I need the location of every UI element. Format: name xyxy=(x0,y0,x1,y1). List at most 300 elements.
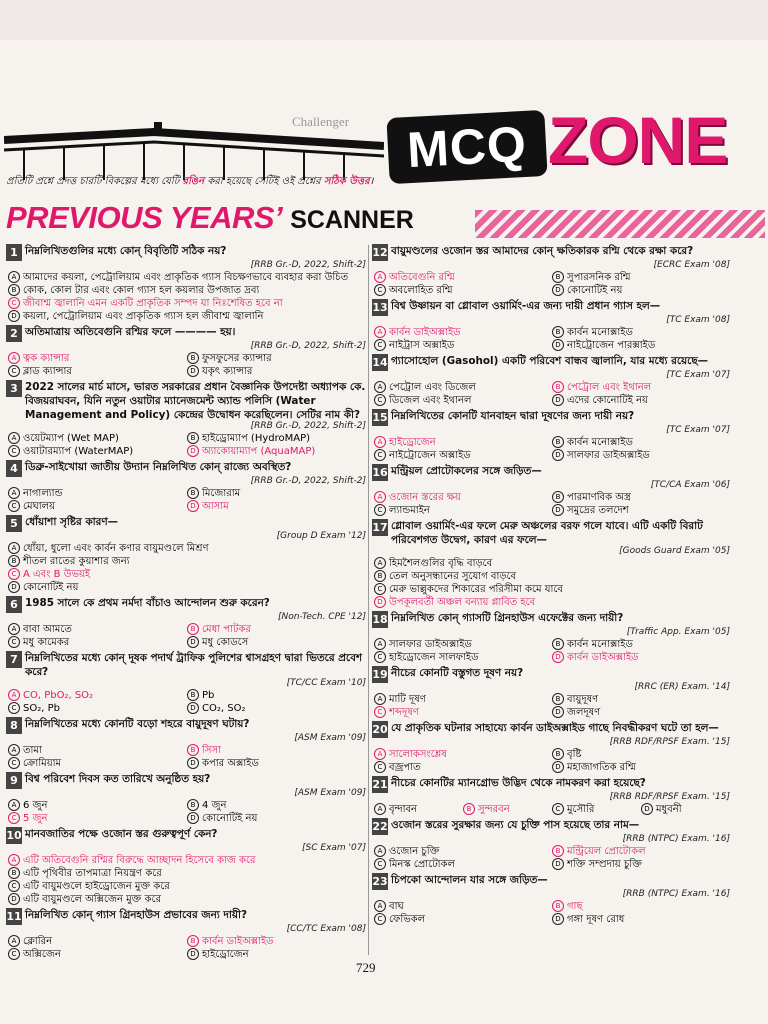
question-text: গ্লোবাল ওয়ার্মিং-এর ফলে মেরু অঞ্চলের বরফ গলে যাবে। এটি একটি বিরাট পরিবেশগত উদ্বেগ, কারণ এর ফলে— xyxy=(391,520,703,546)
option xyxy=(8,867,366,880)
correct-option xyxy=(552,900,730,913)
option-text: নাইট্রোজেন পারক্সাইড xyxy=(567,340,656,351)
option-letter: A xyxy=(8,689,20,701)
correct-option xyxy=(187,445,366,458)
correct-option xyxy=(374,491,552,504)
option-letter: D xyxy=(187,500,199,512)
option-letter: C xyxy=(8,948,20,960)
option-text: CO₂, SO₂ xyxy=(202,703,246,714)
option-text: ক্লোরিন xyxy=(23,936,53,947)
option-letter: A xyxy=(374,326,386,338)
option xyxy=(8,445,187,458)
option xyxy=(641,803,730,816)
question-text: চিপকো আন্দোলন যার সঙ্গে জড়িত— xyxy=(391,874,548,886)
option xyxy=(552,491,730,504)
question-number: 2 xyxy=(6,325,22,342)
option-letter: A xyxy=(374,381,386,393)
option-letter: A xyxy=(8,799,20,811)
options xyxy=(372,326,730,352)
option-letter: A xyxy=(8,935,20,947)
option xyxy=(552,913,730,926)
options xyxy=(372,900,730,926)
option-text: ওজোন স্তরের ক্ষয় xyxy=(389,492,461,503)
option xyxy=(374,858,552,871)
option-text: অক্সিজেন xyxy=(23,949,61,960)
correct-option xyxy=(8,812,187,825)
option xyxy=(374,449,552,462)
exam-source: [ASM Exam '09] xyxy=(294,733,366,743)
option xyxy=(552,858,730,871)
option xyxy=(374,900,552,913)
zone-logo: ZONE xyxy=(548,103,728,177)
option-letter: A xyxy=(8,542,20,554)
option xyxy=(8,555,366,568)
question-number: 13 xyxy=(372,301,388,314)
option-text: কোনোটিই নয় xyxy=(567,285,623,296)
option-text: অবলোহিত রশ্মি xyxy=(389,285,453,296)
options xyxy=(6,799,366,825)
question-number: 10 xyxy=(6,829,22,842)
question-number: 21 xyxy=(372,778,388,791)
option-letter: D xyxy=(552,858,564,870)
option-letter: A xyxy=(8,487,20,499)
option-letter: C xyxy=(374,706,386,718)
question-text: গ্যাসোহোল (Gasohol) একটি পরিবেশ বান্ধব জ্বালানি, যার মধ্যে রয়েছে— xyxy=(391,355,709,367)
option xyxy=(8,487,187,500)
option xyxy=(8,310,366,323)
option xyxy=(374,651,552,664)
exam-source: [TC/CC Exam '10] xyxy=(286,678,366,688)
correct-option xyxy=(187,623,366,636)
option-text: ল্যান্ডমাইন xyxy=(389,505,430,516)
option-text: কার্বন ডাইঅক্সাইড xyxy=(389,327,461,338)
option-letter: D xyxy=(8,310,20,322)
option-text: কার্বন মনোক্সাইড xyxy=(567,327,633,338)
question-10 xyxy=(6,827,366,906)
option-letter: B xyxy=(463,803,475,815)
option-text: বজ্রপাত xyxy=(389,762,421,773)
option-letter: C xyxy=(552,803,564,815)
option-text: সালফার ডাইঅক্সাইড xyxy=(567,450,650,461)
question-text: যে প্রাকৃতিক ঘটনার সাহায্যে কার্বন ডাইঅক্সাইড গাছে নিবদ্ধীকরণ ঘটে তা হল— xyxy=(391,722,719,734)
option xyxy=(552,339,730,352)
option xyxy=(552,326,730,339)
option-text: জীবাশ্ম জ্বালানি এমন একটি প্রাকৃতিক সম্পদ যা নিঃশেষিত হবে না xyxy=(23,298,283,309)
exam-source: [TC Exam '07] xyxy=(666,370,730,380)
option-letter: C xyxy=(374,858,386,870)
option xyxy=(552,706,730,719)
option-letter: B xyxy=(187,935,199,947)
option-text: এটি অতিবেগুনি রশ্মির বিরুদ্ধে আচ্ছাদন হিসেবে কাজ করে xyxy=(23,855,256,866)
option-letter: D xyxy=(8,581,20,593)
option xyxy=(8,799,187,812)
option-text: হাইড্রোজেন xyxy=(389,437,436,448)
option-text: বাবা আমতে xyxy=(23,624,72,635)
option-letter: A xyxy=(374,491,386,503)
option-letter: C xyxy=(8,568,20,580)
question-text: অতিমাত্রায় অতিবেগুনি রশ্মির ফলে ———— হয়। xyxy=(25,326,236,338)
question-text: 2022 সালের মার্চ মাসে, ভারত সরকারের প্রধান বৈজ্ঞানিক উপদেষ্টা অধ্যাপক কে. বিজয়রাঘবন, যিনি নতুন ওয়াটার ম্যানেজমেন্ট অ্যান্ড পলিসি (Water Management and Policy) কেন্দ্রের উদ্বোধন করেছিলেন। সেটির নাম কী? xyxy=(25,381,366,421)
option xyxy=(8,880,366,893)
question-6 xyxy=(6,596,366,649)
option-letter: C xyxy=(374,449,386,461)
page-number: 729 xyxy=(356,960,376,975)
right-column xyxy=(372,244,730,928)
question-16 xyxy=(372,464,730,517)
correct-option xyxy=(374,271,552,284)
option-letter: C xyxy=(8,880,20,892)
option-text: জলদূষণ xyxy=(567,707,601,718)
exam-source: [Group D Exam '12] xyxy=(276,531,366,541)
option xyxy=(187,702,366,715)
option-letter: B xyxy=(187,623,199,635)
options xyxy=(372,381,730,407)
exam-source: [CC/TC Exam '08] xyxy=(286,924,366,934)
option-letter: B xyxy=(187,487,199,499)
option-letter: D xyxy=(552,651,564,663)
option-letter: D xyxy=(552,284,564,296)
option-text: এটি বায়ুমণ্ডলে হাইড্রোজেন মুক্ত করে xyxy=(23,881,170,892)
option xyxy=(8,365,187,378)
option-text: উপকূলবর্তী অঞ্চল বন্যায় প্লাবিত হবে xyxy=(389,597,536,608)
option-text: মেধা পাটকর xyxy=(202,624,251,635)
question-number: 23 xyxy=(372,875,388,888)
option xyxy=(552,394,730,407)
correct-option xyxy=(8,352,187,365)
option-letter: C xyxy=(374,339,386,351)
option-text: মধু কোডসে xyxy=(202,637,249,648)
options xyxy=(6,487,366,513)
question-17 xyxy=(372,519,730,609)
exam-source: [RRB (NTPC) Exam. '16] xyxy=(622,889,730,899)
challenger-watermark: Challenger xyxy=(292,114,350,129)
option-text: মেরু ভাল্লুকদের শিকারের পরিসীমা কমে যাবে xyxy=(389,584,563,595)
question-number: 17 xyxy=(372,521,388,534)
option-text: মাটি দূষণ xyxy=(389,694,426,705)
option-text: ডিজেল এবং ইথানল xyxy=(389,395,472,406)
option xyxy=(8,581,366,594)
stripe-decoration xyxy=(475,210,765,238)
option-text: আমাদের কয়লা, পেট্রোলিয়াম এবং প্রাকৃতিক গ্যাস বিচক্ষণভাবে ব্যবহার করা উচিত xyxy=(23,272,349,283)
option-letter: D xyxy=(552,394,564,406)
options xyxy=(372,803,730,816)
option-text: কপার অক্সাইড xyxy=(202,758,259,769)
question-19 xyxy=(372,666,730,719)
exam-source: [TC Exam '07] xyxy=(666,425,730,435)
option-letter: B xyxy=(552,748,564,760)
option-text: বৃন্দাবন xyxy=(389,804,418,815)
option xyxy=(8,935,187,948)
question-number: 22 xyxy=(372,820,388,833)
correct-option xyxy=(8,854,366,867)
option-letter: D xyxy=(187,948,199,960)
option-letter: A xyxy=(374,845,386,857)
option-text: শব্দদূষণ xyxy=(389,707,419,718)
option-letter: C xyxy=(374,284,386,296)
option-text: সুপারসনিক রশ্মি xyxy=(567,272,631,283)
option xyxy=(374,570,730,583)
correct-option xyxy=(8,568,366,581)
question-text: ধোঁয়াশা সৃষ্টির কারণ— xyxy=(25,516,119,528)
option-text: শক্তি সম্প্রদায় চুক্তি xyxy=(567,859,642,870)
option-letter: A xyxy=(374,436,386,448)
question-text: নীচের কোনটির ম্যানগ্রোভ উদ্ভিদ থেকে নামকরণ করা হয়েছে? xyxy=(391,777,646,789)
question-11 xyxy=(6,908,366,961)
options xyxy=(6,854,366,906)
option xyxy=(8,948,187,961)
option-letter: B xyxy=(8,284,20,296)
option-text: কার্বন ডাইঅক্সাইড xyxy=(202,936,274,947)
options xyxy=(372,638,730,664)
option-text: নাইট্রোজেন অক্সাইড xyxy=(389,450,471,461)
question-text: নিম্নলিখিতগুলির মধ্যে কোন্‌ বিবৃতিটি সঠিক নয়? xyxy=(25,245,227,257)
option-text: কার্বন মনোক্সাইড xyxy=(567,639,633,650)
exam-source: [SC Exam '07] xyxy=(302,843,366,853)
option xyxy=(374,761,552,774)
options xyxy=(372,491,730,517)
option xyxy=(187,352,366,365)
option-text: 5 জুন xyxy=(23,813,48,824)
exam-source: [TC Exam '08] xyxy=(666,315,730,325)
option xyxy=(8,702,187,715)
option-letter: A xyxy=(8,432,20,444)
exam-source: [RRB (NTPC) Exam. '16] xyxy=(622,834,730,844)
option-letter: B xyxy=(552,271,564,283)
exam-source: [Goods Guard Exam '05] xyxy=(619,546,730,556)
option-text: সুন্দরবন xyxy=(478,804,510,815)
question-number: 19 xyxy=(372,668,388,681)
option-text: হাইড্রোজেন সালফাইড xyxy=(389,652,479,663)
option xyxy=(374,693,552,706)
question-number: 18 xyxy=(372,613,388,626)
options xyxy=(372,557,730,609)
option-letter: B xyxy=(552,693,564,705)
option-text: কোনোটিই নয় xyxy=(202,813,258,824)
question-text: নিম্নলিখিত কোন্‌ গ্যাস গ্রিনহাউস প্রভাবের জন্য দায়ী? xyxy=(25,909,248,921)
option-letter: B xyxy=(187,352,199,364)
option xyxy=(8,893,366,906)
left-column xyxy=(6,244,366,963)
correct-option xyxy=(374,748,552,761)
option xyxy=(187,365,366,378)
exam-source: [RRB Gr.-D, 2022, Shift-2] xyxy=(250,341,366,351)
option-letter: A xyxy=(8,744,20,756)
option xyxy=(374,394,552,407)
correct-option xyxy=(8,297,366,310)
correct-option xyxy=(374,326,552,339)
options xyxy=(6,623,366,649)
option-text: পারমাণবিক অস্ত্র xyxy=(567,492,631,503)
option-letter: C xyxy=(374,913,386,925)
option xyxy=(8,284,366,297)
question-text: বায়ুমণ্ডলের ওজোন স্তর আমাদের কোন্‌ ক্ষতিকারক রশ্মি থেকে রক্ষা করে? xyxy=(391,245,694,257)
option-letter: C xyxy=(8,636,20,648)
option xyxy=(374,913,552,926)
option-letter: D xyxy=(552,761,564,773)
option-letter: C xyxy=(8,445,20,457)
option-letter: A xyxy=(8,352,20,364)
question-number: 7 xyxy=(6,651,22,668)
option-text: গাছ xyxy=(567,901,583,912)
option-letter: C xyxy=(374,761,386,773)
option-letter: A xyxy=(374,557,386,569)
exam-source: [ECRC Exam '08] xyxy=(653,260,730,270)
option-text: সমুদ্রের তলদেশ xyxy=(567,505,629,516)
column-divider xyxy=(368,245,369,955)
option-text: নাগাল্যান্ড xyxy=(23,488,63,499)
option-text: বৃষ্টি xyxy=(567,749,582,760)
option-text: হাইড্রোজেন xyxy=(202,949,249,960)
option-text: A এবং B উভয়ই xyxy=(23,569,91,580)
options xyxy=(6,432,366,458)
question-text: 1985 সালে কে প্রথম নর্মদা বাঁচাও আন্দোলন শুরু করেন? xyxy=(25,597,270,609)
header-banner xyxy=(0,70,768,179)
correct-option xyxy=(552,381,730,394)
question-22 xyxy=(372,818,730,871)
question-number: 9 xyxy=(6,772,22,789)
options xyxy=(6,689,366,715)
option xyxy=(8,432,187,445)
options xyxy=(6,542,366,594)
question-text: ওজোন স্তরের সুরক্ষার জন্য যে চুক্তি পাস হয়েছে তার নাম— xyxy=(391,819,640,831)
question-1 xyxy=(6,244,366,323)
option-text: এটি পৃথিবীর তাপমাত্রা নিয়ন্ত্রণ করে xyxy=(23,868,162,879)
exam-source: [RRB Gr.-D, 2022, Shift-2] xyxy=(250,476,366,486)
question-number: 20 xyxy=(372,723,388,736)
question-13 xyxy=(372,299,730,352)
exam-source: [RRC (ER) Exam. '14] xyxy=(634,682,730,692)
option-text: এটি বায়ুমণ্ডলে অক্সিজেন মুক্ত করে xyxy=(23,894,162,905)
option-text: আসাম xyxy=(202,501,229,512)
section-title: PREVIOUS YEARS’ SCANNER xyxy=(6,200,414,235)
option-letter: B xyxy=(8,867,20,879)
option xyxy=(187,689,366,702)
option-letter: C xyxy=(8,757,20,769)
exam-source: [RRB RDF/RPSF Exam. '15] xyxy=(609,737,730,747)
correct-option xyxy=(552,845,730,858)
option xyxy=(187,812,366,825)
question-text: নিম্নলিখিতের মধ্যে কোনটি বড়ো শহরে বায়ুদূষণ ঘটায়? xyxy=(25,718,250,730)
option-letter: D xyxy=(8,893,20,905)
option-text: হিমশৈলগুলির বৃদ্ধি বাড়বে xyxy=(389,558,493,569)
option-text: তেল অনুসন্ধানের সুযোগ বাড়বে xyxy=(389,571,517,582)
option-letter: D xyxy=(552,913,564,925)
options xyxy=(6,271,366,323)
exam-source: [ASM Exam '09] xyxy=(294,788,366,798)
exam-source: [RRB RDF/RPSF Exam. '15] xyxy=(609,792,730,802)
option xyxy=(552,449,730,462)
option xyxy=(187,432,366,445)
option-text: সালোকসংশ্লেষ xyxy=(389,749,447,760)
options xyxy=(372,436,730,462)
option-letter: B xyxy=(8,555,20,567)
option-text: ফেভিকল xyxy=(389,914,426,925)
option-letter: D xyxy=(552,339,564,351)
option-text: ত্বক ক্যান্সার xyxy=(23,353,70,364)
option-letter: B xyxy=(187,432,199,444)
question-text: বিশ্ব পরিবেশ দিবস কত তারিখে অনুষ্ঠিত হয়? xyxy=(25,773,211,785)
option xyxy=(552,436,730,449)
question-number: 6 xyxy=(6,596,22,613)
option-letter: A xyxy=(8,623,20,635)
option-letter: C xyxy=(8,500,20,512)
option-letter: C xyxy=(374,583,386,595)
option xyxy=(8,500,187,513)
option-text: ওয়েটম্যাপ (Wet MAP) xyxy=(23,433,119,444)
option xyxy=(187,757,366,770)
question-text: মানবজাতির পক্ষে ওজোন স্তর গুরুত্বপূর্ণ কেন? xyxy=(25,828,218,840)
option xyxy=(8,271,366,284)
option-text: মধুবনী xyxy=(656,804,682,815)
option-letter: D xyxy=(187,365,199,377)
option xyxy=(552,284,730,297)
option-text: পেট্রোল এবং ডিজেল xyxy=(389,382,476,393)
question-text: নিম্নলিখিতের কোনটি যানবাহন দ্বারা দূষণের জন্য দায়ী নয়? xyxy=(391,410,635,422)
option-letter: D xyxy=(187,757,199,769)
exam-source: [RRB Gr.-D, 2022, Shift-2] xyxy=(250,260,366,270)
option xyxy=(374,381,552,394)
exam-source: [TC/CA Exam '06] xyxy=(650,480,730,490)
option-letter: A xyxy=(8,271,20,283)
option-text: অ্যাকোয়াম্যাপ (AquaMAP) xyxy=(202,446,316,457)
option-text: গঙ্গা দূষণ রোধ xyxy=(567,914,625,925)
question-text: ডিব্রু-সাইখোয়া জাতীয় উদ্যান নিম্নলিখিত কোন্‌ রাজ্যে অবস্থিত? xyxy=(25,461,292,473)
option-letter: B xyxy=(187,799,199,811)
option xyxy=(187,487,366,500)
question-21 xyxy=(372,776,730,816)
correct-option xyxy=(187,744,366,757)
question-number: 8 xyxy=(6,717,22,734)
question-text: নিম্নলিখিতের মধ্যে কোন্‌ দূষক পদার্থ ট্রাফিক পুলিশের শ্বাসগ্রহণ দ্বারা ভিতরে প্রবেশ করে? xyxy=(25,652,363,678)
option-letter: D xyxy=(187,812,199,824)
option-letter: C xyxy=(374,504,386,516)
question-number: 14 xyxy=(372,356,388,369)
option-text: নাইট্রাস অক্সাইড xyxy=(389,340,455,351)
correct-option xyxy=(8,689,187,702)
option-letter: C xyxy=(8,365,20,377)
question-15 xyxy=(372,409,730,462)
option xyxy=(552,271,730,284)
options xyxy=(372,271,730,297)
question-5 xyxy=(6,515,366,594)
option-text: অতিবেগুনি রশ্মি xyxy=(389,272,455,283)
option xyxy=(8,636,187,649)
correct-option xyxy=(187,935,366,948)
option-letter: D xyxy=(374,596,386,608)
option-letter: C xyxy=(8,297,20,309)
option-text: সিসা xyxy=(202,745,221,756)
option-letter: A xyxy=(374,638,386,650)
question-text: মন্ট্রিয়ল প্রোটোকলের সঙ্গে জড়িত— xyxy=(391,465,542,477)
option-text: মিনস্ক প্রোটোকল xyxy=(389,859,456,870)
option-letter: D xyxy=(552,706,564,718)
option xyxy=(187,799,366,812)
options xyxy=(6,744,366,770)
option xyxy=(552,693,730,706)
option-letter: A xyxy=(374,803,386,815)
option-letter: B xyxy=(552,845,564,857)
options xyxy=(372,845,730,871)
option-text: পেট্রোল এবং ইথানল xyxy=(567,382,652,393)
option-text: 4 জুন xyxy=(202,800,227,811)
question-7 xyxy=(6,651,366,715)
option-letter: A xyxy=(374,900,386,912)
option-text: Pb xyxy=(202,690,215,701)
option-text: কার্বন মনোক্সাইড xyxy=(567,437,633,448)
question-number: 1 xyxy=(6,244,22,261)
option-text: শীতল রাতের কুয়াশার জন্য xyxy=(23,556,130,567)
option xyxy=(374,284,552,297)
